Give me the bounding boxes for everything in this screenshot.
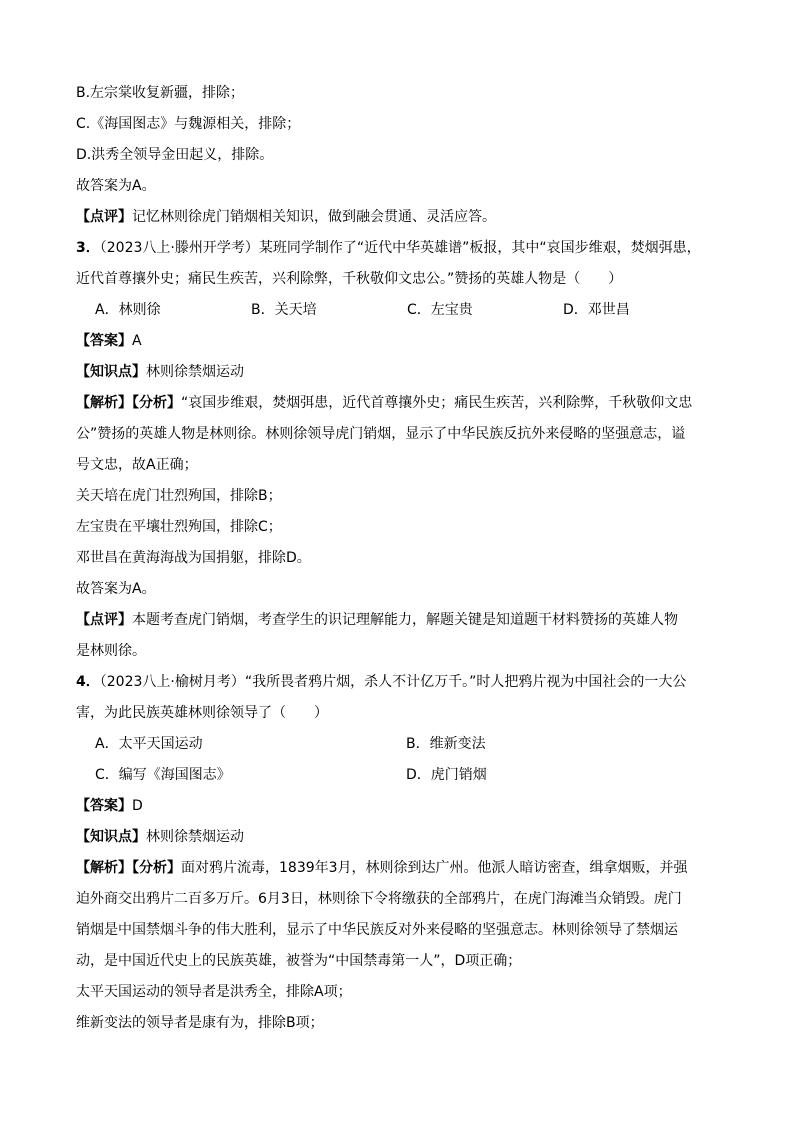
q4-stem-line-2: 害，为此民族英雄林则徐领导了（ ） (76, 705, 328, 721)
q3-analysis-line-4: 关天培在虎门壮烈殉国，排除B； (76, 488, 282, 504)
q4-option-d: D．虎门销烟 (406, 767, 487, 783)
analysis-tag: 【解析】【分析】 (76, 860, 181, 876)
q3-analysis-line-1 (76, 388, 726, 419)
q3-option-c: C．左宝贵 (407, 302, 473, 318)
q4-options-row-1 (76, 729, 726, 760)
q4-analysis-line-5: 太平天国运动的领导者是洪秀全，排除A项； (76, 984, 352, 1000)
q4-knowledge-point (76, 822, 726, 853)
q3-analysis-line-6: 邓世昌在黄海海战为国捐躯，排除D。 (76, 550, 311, 566)
q4-option-c: C．编写《海国图志》 (95, 767, 231, 783)
text-line: B.左宗棠收复新疆，排除； (76, 85, 245, 101)
q4-number: 4． (76, 674, 100, 690)
q4-analysis-line-1 (76, 853, 726, 884)
q3-answer (76, 326, 726, 357)
q3-stem-line-1 (76, 233, 726, 264)
knowledge-text: 林则徐禁烟运动 (146, 364, 244, 380)
q3-stem-line-2: 近代首尊攘外史；痛民生疾苦，兴利除弊，千秋敬仰文忠公。”赞扬的英雄人物是（ ） (76, 271, 623, 287)
comment-tag: 【点评】 (76, 209, 132, 225)
answer-tag: 【答案】 (76, 798, 132, 814)
q4-option-a: A．太平天国运动 (95, 736, 203, 752)
answer-value: D (132, 798, 143, 814)
q4-analysis-line-3: 销烟是中国禁烟斗争的伟大胜利，显示了中华民族反对外来侵略的坚强意志。林则徐领导了禁烟运 (76, 922, 678, 938)
analysis-tag: 【解析】【分析】 (76, 395, 181, 411)
q3-analysis-line-7: 故答案为A。 (76, 581, 156, 597)
q3-analysis-line-5: 左宝贵在平壤壮烈殉国，排除C； (76, 519, 282, 535)
q3-options (76, 295, 726, 326)
text-line: D.洪秀全领导金田起义，排除。 (76, 147, 274, 163)
document-page (76, 78, 726, 1039)
text-line: 故答案为A。 (76, 178, 156, 194)
q4-stem-line-1 (76, 667, 726, 698)
q3-comment-line-1 (76, 605, 726, 636)
analysis-text: 面对鸦片流毒，1839年3月，林则徐到达广州。他派人暗访密查，缉拿烟贩，并强 (181, 860, 688, 876)
text-line: C.《海国图志》与魏源相关，排除； (76, 116, 301, 132)
analysis-text: “哀国步维艰，焚烟弭患，近代首尊攘外史；痛民生疾苦，兴利除弊，千秋敬仰文忠 (181, 395, 693, 411)
q4-analysis-line-2: 迫外商交出鸦片二百多万斤。6月3日，林则徐下令将缴获的全部鸦片，在虎门海滩当众销毁。虎门 (76, 891, 682, 907)
q4-answer (76, 791, 726, 822)
comment-text: 本题考查虎门销烟，考查学生的识记理解能力，解题关键是知道题干材料赞扬的英雄人物 (132, 612, 678, 628)
q3-comment-line-2: 是林则徐。 (76, 643, 146, 659)
knowledge-tag: 【知识点】 (76, 364, 146, 380)
q3-knowledge-point (76, 357, 726, 388)
comment-line (76, 202, 726, 233)
q3-analysis-line-2: 公”赞扬的英雄人物是林则徐。林则徐领导虎门销烟，显示了中华民族反抗外来侵略的坚强意志，谥 (76, 426, 686, 442)
knowledge-text: 林则徐禁烟运动 (146, 829, 244, 845)
q3-option-b: B．关天培 (251, 302, 317, 318)
q3-stem: 某班同学制作了“近代中华英雄谱”板报，其中“哀国步维艰，焚烟弭患， (258, 240, 701, 256)
q3-source: （2023八上·滕州开学考） (99, 240, 259, 256)
q4-analysis-line-6: 维新变法的领导者是康有为，排除B项； (76, 1015, 324, 1031)
q4-options-row-2 (76, 760, 726, 791)
knowledge-tag: 【知识点】 (76, 829, 146, 845)
comment-tag: 【点评】 (76, 612, 132, 628)
q3-number: 3． (76, 240, 100, 256)
q4-source: （2023八上·榆树月考） (99, 674, 245, 690)
q3-analysis-line-3: 号文忠，故A正确； (76, 457, 198, 473)
q3-option-d: D．邓世昌 (563, 302, 630, 318)
answer-value: A (132, 333, 142, 349)
q4-option-b: B．维新变法 (406, 736, 486, 752)
answer-tag: 【答案】 (76, 333, 132, 349)
q4-analysis-line-4: 动，是中国近代史上的民族英雄，被誉为“中国禁毒第一人”，D项正确； (76, 953, 522, 969)
comment-text: 记忆林则徐虎门销烟相关知识，做到融会贯通、灵活应答。 (132, 209, 496, 225)
q4-stem: “我所畏者鸦片烟，杀人不计亿万千。”时人把鸦片视为中国社会的一大公 (244, 674, 687, 690)
q3-option-a: A．林则徐 (95, 302, 161, 318)
